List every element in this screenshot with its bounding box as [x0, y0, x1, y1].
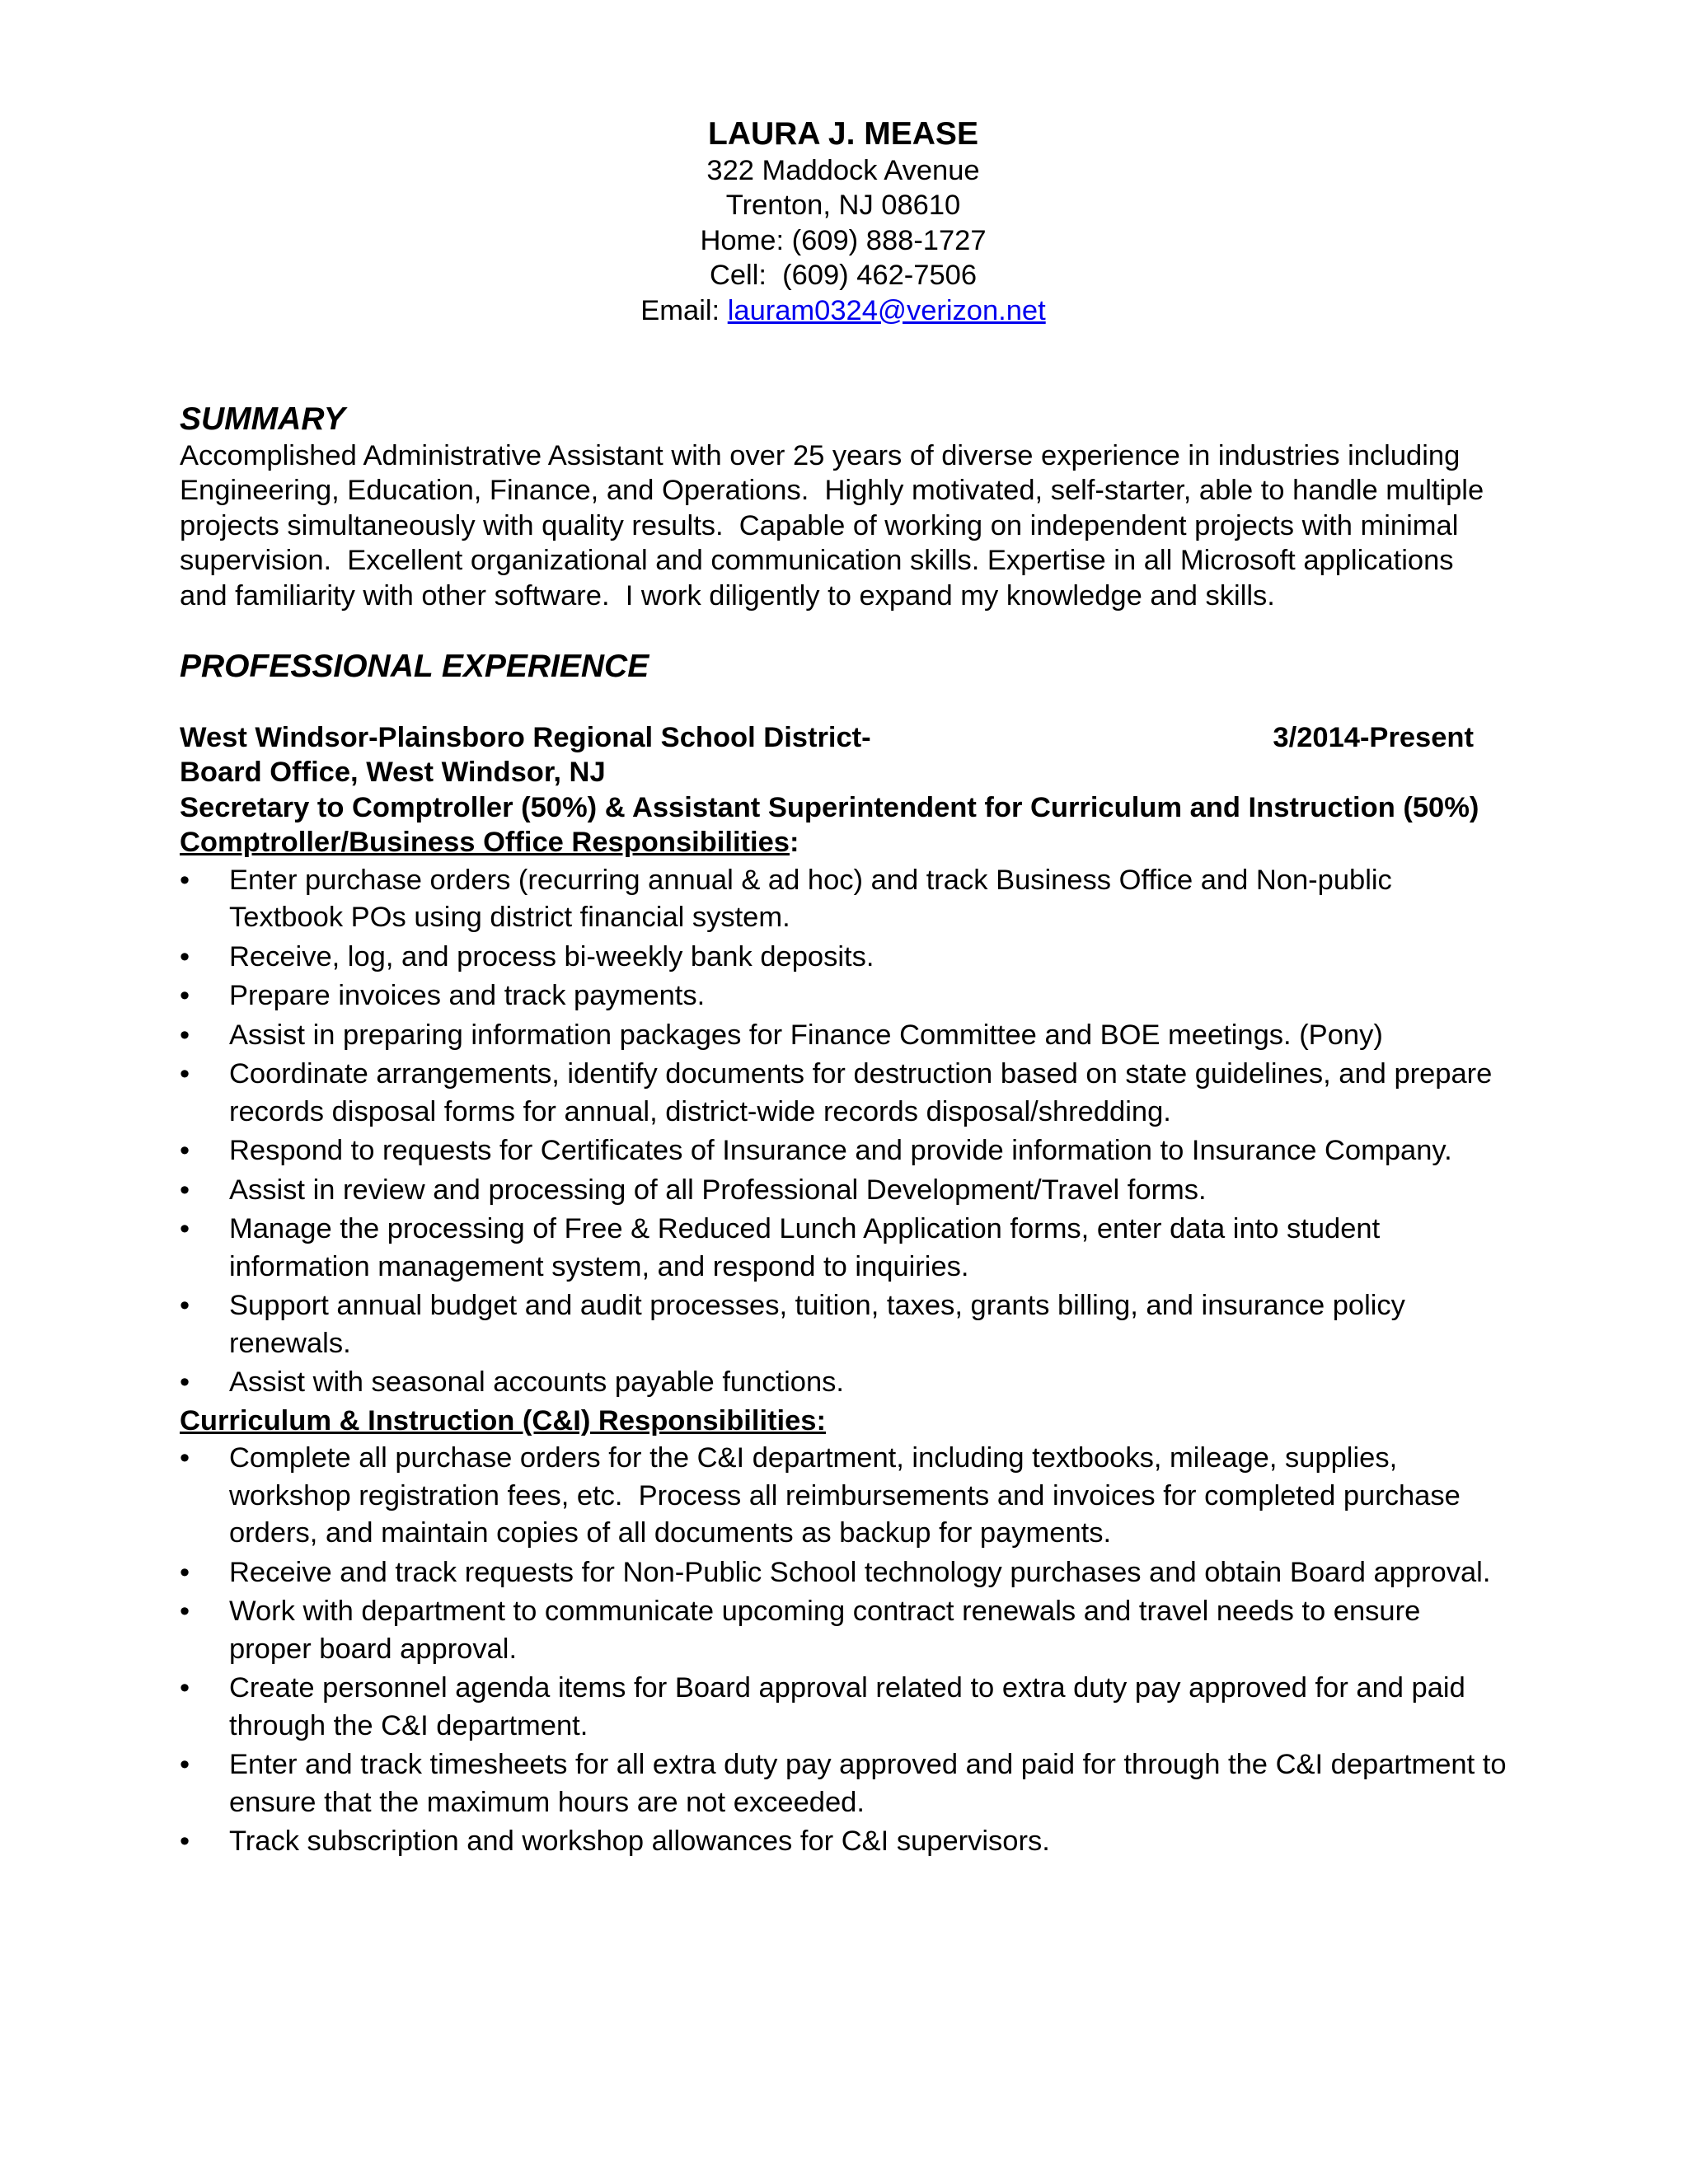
- ci-responsibility-item: [180, 1746, 1515, 1821]
- bullet-icon: •: [180, 1019, 190, 1051]
- comptroller-responsibility-item-text: Assist in preparing information packages for Finance Committee and BOE meetings. (Pony): [229, 1019, 1383, 1051]
- email-line: [180, 293, 1507, 328]
- email-link[interactable]: lauram0324@verizon.net: [727, 294, 1046, 326]
- comptroller-heading: Comptroller/Business Office Responsibilities: [180, 827, 790, 859]
- comptroller-responsibility-item: [180, 1056, 1507, 1131]
- job-employer: West Windsor-Plainsboro Regional School District-: [180, 722, 871, 754]
- comptroller-responsibility-item: [180, 1132, 1507, 1170]
- address-street: 322 Maddock Avenue: [706, 155, 980, 186]
- comptroller-responsibility-item-text: Coordinate arrangements, identify documents for destruction based on state guidelines, and prepare records disposal forms for annual, district-wide records disposal/shredding.: [229, 1058, 1500, 1127]
- bullet-icon: •: [180, 1290, 190, 1322]
- comptroller-responsibility-item: [180, 1172, 1507, 1210]
- ci-responsibility-item: [180, 1823, 1507, 1861]
- applicant-name: LAURA J. MEASE: [708, 116, 978, 152]
- comptroller-responsibility-item-text: Assist with seasonal accounts payable functions.: [229, 1366, 844, 1399]
- ci-responsibility-item-text: Enter and track timesheets for all extra duty pay approved and paid for through the C&I department to ensure that the maximum hours are not exceeded.: [229, 1749, 1515, 1818]
- comptroller-responsibility-item-text: Support annual budget and audit processes, tuition, taxes, grants billing, and insurance policy renewals.: [229, 1290, 1414, 1359]
- comptroller-heading-colon: :: [790, 827, 799, 859]
- comptroller-responsibility-item-text: Manage the processing of Free & Reduced Lunch Application forms, enter data into student information management system, and respond to inquiries.: [229, 1213, 1388, 1282]
- ci-responsibility-item-text: Complete all purchase orders for the C&I department, including textbooks, mileage, supplies, workshop registration fees, etc. Process all reimbursements and invoices for completed purchase orders, and maintain copies of all documents as backup for payments.: [229, 1442, 1469, 1549]
- bullet-icon: •: [180, 864, 190, 896]
- bullet-icon: •: [180, 1174, 190, 1206]
- bullet-icon: •: [180, 1556, 190, 1588]
- ci-responsibility-item: [180, 1440, 1507, 1553]
- job-location: Board Office, West Windsor, NJ: [180, 757, 606, 789]
- ci-responsibility-item: [180, 1670, 1507, 1745]
- bullet-icon: •: [180, 1672, 190, 1704]
- comptroller-responsibility-item-text: Prepare invoices and track payments.: [229, 980, 706, 1012]
- job-dates: 3/2014-Present: [1273, 722, 1474, 754]
- comptroller-responsibility-item: [180, 977, 1507, 1015]
- comptroller-responsibility-item-text: Receive, log, and process bi-weekly bank deposits.: [229, 940, 874, 972]
- comptroller-responsibility-item: [180, 1364, 1507, 1402]
- ci-responsibility-item-text: Receive and track requests for Non-Public School technology purchases and obtain Board approval.: [229, 1556, 1491, 1588]
- bullet-icon: •: [180, 1825, 190, 1858]
- bullet-icon: •: [180, 1366, 190, 1399]
- ci-heading-line: [180, 1404, 1507, 1438]
- comptroller-responsibility-item: [180, 862, 1507, 937]
- ci-list: [180, 1440, 1515, 1861]
- comptroller-responsibility-item-text: Assist in review and processing of all Professional Development/Travel forms.: [229, 1174, 1207, 1206]
- summary-text: Accomplished Administrative Assistant with over 25 years of diverse experience in industries including Engineering, Education, Finance, and Operations. Highly motivated, self-starter, able to handle multiple projects simultaneously with quality results. Capable of working on independent projects with minimal supervision. Excellent organizational and communication skills. Expertise in all Microsoft applications and familiarity with other software. I work diligently to expand my knowledge and skills.: [180, 440, 1492, 612]
- bullet-icon: •: [180, 1749, 190, 1781]
- ci-responsibility-item-text: Work with department to communicate upcoming contract renewals and travel needs to ensure proper board approval.: [229, 1596, 1428, 1665]
- ci-responsibility-item: [180, 1593, 1507, 1668]
- comptroller-responsibility-item-text: Respond to requests for Certificates of Insurance and provide information to Insurance Company.: [229, 1135, 1452, 1167]
- comptroller-heading-line: [180, 825, 1507, 860]
- home-phone: Home: (609) 888-1727: [700, 224, 987, 256]
- bullet-icon: •: [180, 1442, 190, 1474]
- ci-responsibility-item: [180, 1554, 1507, 1592]
- bullet-icon: •: [180, 1058, 190, 1090]
- job-entry: [180, 720, 1515, 1861]
- resume-page: [180, 115, 1515, 1863]
- job-position: Secretary to Comptroller (50%) & Assistant Superintendent for Curriculum and Instruction (50%): [180, 791, 1479, 823]
- bullet-icon: •: [180, 1135, 190, 1167]
- resume-header: [180, 115, 1507, 328]
- ci-heading: Curriculum & Instruction (C&I) Responsibilities:: [180, 1404, 826, 1436]
- bullet-icon: •: [180, 1596, 190, 1628]
- comptroller-responsibility-item: [180, 1017, 1507, 1055]
- cell-phone: Cell: (609) 462-7506: [709, 260, 978, 292]
- comptroller-responsibility-item: [180, 939, 1507, 977]
- comptroller-responsibility-item: [180, 1287, 1507, 1362]
- bullet-icon: •: [180, 1213, 190, 1245]
- comptroller-responsibility-item: [180, 1211, 1507, 1286]
- bullet-icon: •: [180, 980, 190, 1012]
- email-label: Email:: [640, 294, 728, 326]
- summary-heading: SUMMARY: [180, 401, 345, 438]
- ci-responsibility-item-text: Create personnel agenda items for Board approval related to extra duty pay approved for and paid through the C&I department.: [229, 1672, 1474, 1741]
- address-city: Trenton, NJ 08610: [725, 190, 961, 222]
- job-employer-line: [180, 720, 1474, 755]
- ci-responsibility-item-text: Track subscription and workshop allowances for C&I supervisors.: [229, 1825, 1050, 1858]
- comptroller-responsibility-item-text: Enter purchase orders (recurring annual & ad hoc) and track Business Office and Non-public Textbook POs using district financial system.: [229, 864, 1400, 934]
- experience-heading: PROFESSIONAL EXPERIENCE: [180, 649, 649, 685]
- comptroller-list: [180, 862, 1507, 1402]
- bullet-icon: •: [180, 940, 190, 972]
